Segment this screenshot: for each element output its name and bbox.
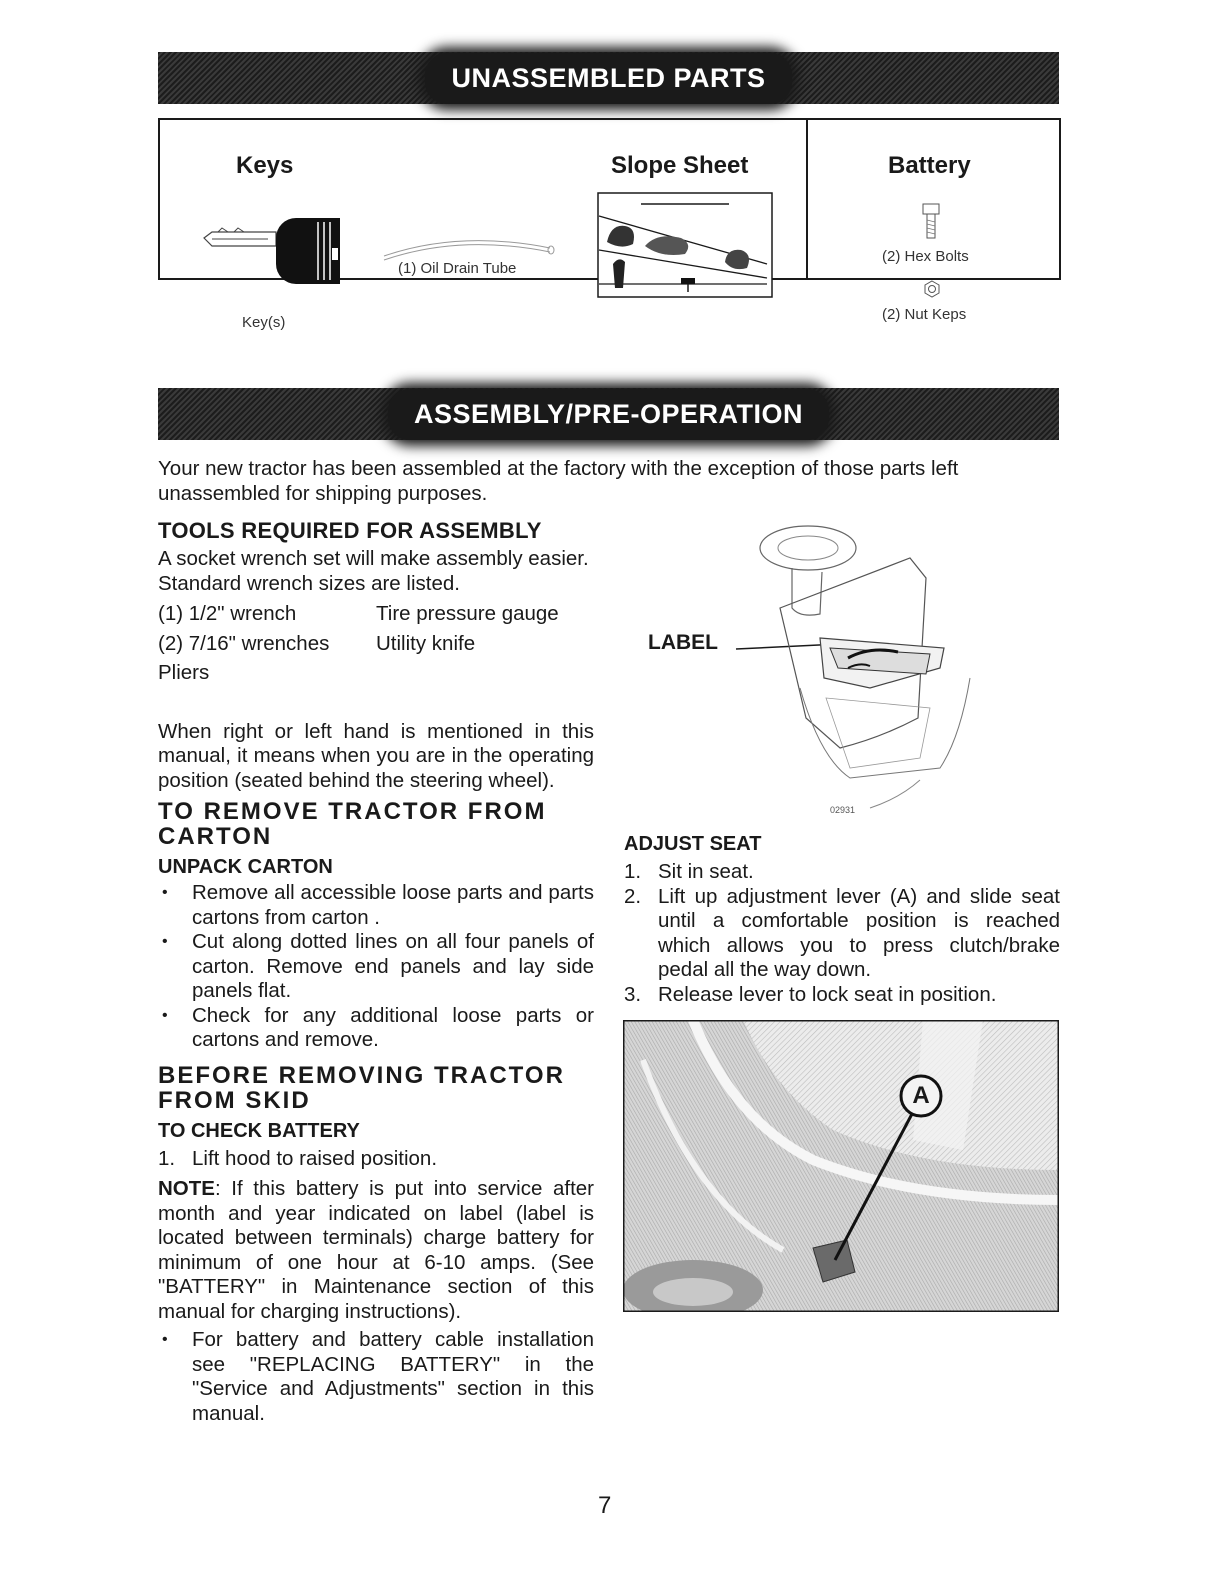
key-illustration [198,212,346,292]
tools-row [158,632,594,657]
seat-step-text: Sit in seat. [658,860,754,883]
tool-item: (1) 1/2" wrench [158,602,297,625]
battery-step-text: Lift hood to raised position. [192,1146,438,1170]
battery-bullets [158,1328,594,1426]
list-item: • For battery and battery cable installation see "REPLACING BATTERY" in the "Service and Adjustments" section in this manual. [158,1328,594,1426]
tools-text: A socket wrench set will make assembly easier. Standard wrench sizes are listed. [158,547,589,595]
label-callout: LABEL [648,631,718,654]
before-removing-heading: BEFORE REMOVING TRACTOR FROM SKID [158,1061,565,1114]
seat-callout-a: A [912,1082,930,1109]
hex-bolts-caption: (2) Hex Bolts [882,248,969,265]
list-item: 2. Lift up adjustment lever (A) and slide seat until a comfortable position is reached which allows you to press clutch/brake pedal all the way down. [624,884,1060,981]
battery-title: Battery [888,152,971,179]
tool-item: (2) 7/16" wrenches [158,631,330,655]
check-battery-heading: TO CHECK BATTERY [158,1119,360,1142]
seat-steps [624,860,1060,1007]
tool-item: Pliers [158,661,210,684]
list-item: 1. Lift hood to raised position. [158,1146,438,1170]
oil-drain-tube-caption: (1) Oil Drain Tube [398,260,517,277]
seat-step-text: Release lever to lock seat in position. [658,982,997,1006]
assembly-title: ASSEMBLY/PRE-OPERATION [388,389,829,440]
page-number: 7 [598,1492,612,1519]
tool-item: Utility knife [376,631,476,655]
tools-row [158,602,594,627]
unassembled-parts-title: UNASSEMBLED PARTS [425,53,791,104]
slope-sheet-illustration [597,192,773,298]
key-caption: Key(s) [242,314,286,331]
list-item: • Check for any additional loose parts or cartons and remove. [158,1004,594,1053]
list-item: 3. Release lever to lock seat in position. [624,982,997,1006]
nut-keps-icon [923,280,941,298]
tools-row [158,661,594,686]
hex-bolt-icon [921,202,941,242]
parts-divider [806,120,808,278]
keys-title: Keys [236,152,294,179]
seat-lever-photo [623,1020,1059,1312]
nut-keps-caption: (2) Nut Keps [882,306,967,323]
hand-note: When right or left hand is mentioned in this manual, it means when you are in the operating position (seated behind the steering wheel). [158,719,594,792]
remove-tractor-heading: TO REMOVE TRACTOR FROM CARTON [158,798,547,850]
tools-list [158,602,594,686]
right-column [624,832,1060,1007]
battery-location-illustration [730,518,980,818]
assembly-intro: Your new tractor has been assembled at the factory with the exception of those parts left unassembled for shipping purposes. [158,457,959,505]
slope-sheet-title: Slope Sheet [611,152,749,179]
unpack-carton-heading: UNPACK CARTON [158,856,333,878]
adjust-seat-heading: ADJUST SEAT [624,833,762,855]
list-item: • Remove all accessible loose parts and parts cartons from carton . [158,881,594,930]
unpack-list [158,881,594,1053]
battery-note [158,1177,594,1324]
seat-step-text: Lift up adjustment lever (A) and slide seat until a comfortable position is reached which allows you to press clutch/brake pedal all the way down. [658,884,1060,981]
unassembled-parts-box [158,118,1061,331]
tool-item: Tire pressure gauge [376,602,559,625]
left-column [158,518,594,1426]
battery-steps [158,1147,594,1172]
figure-code: 02931 [830,805,856,815]
note-text: : If this battery is put into service after month and year indicated on label (label is located between terminals) charge battery for minimum of one hour at 6-10 amps. (See "BATTERY" in Maintenance section of this manual for charging instructions). [158,1177,594,1323]
assembly-banner [158,388,1059,440]
tools-heading: TOOLS REQUIRED FOR ASSEMBLY [158,518,542,543]
list-item: 1. Sit in seat. [624,860,754,883]
list-item: • Cut along dotted lines on all four panels of carton. Remove end panels and lay side panels flat. [158,930,594,1004]
unassembled-parts-banner [158,52,1059,104]
note-label: NOTE [158,1177,215,1200]
